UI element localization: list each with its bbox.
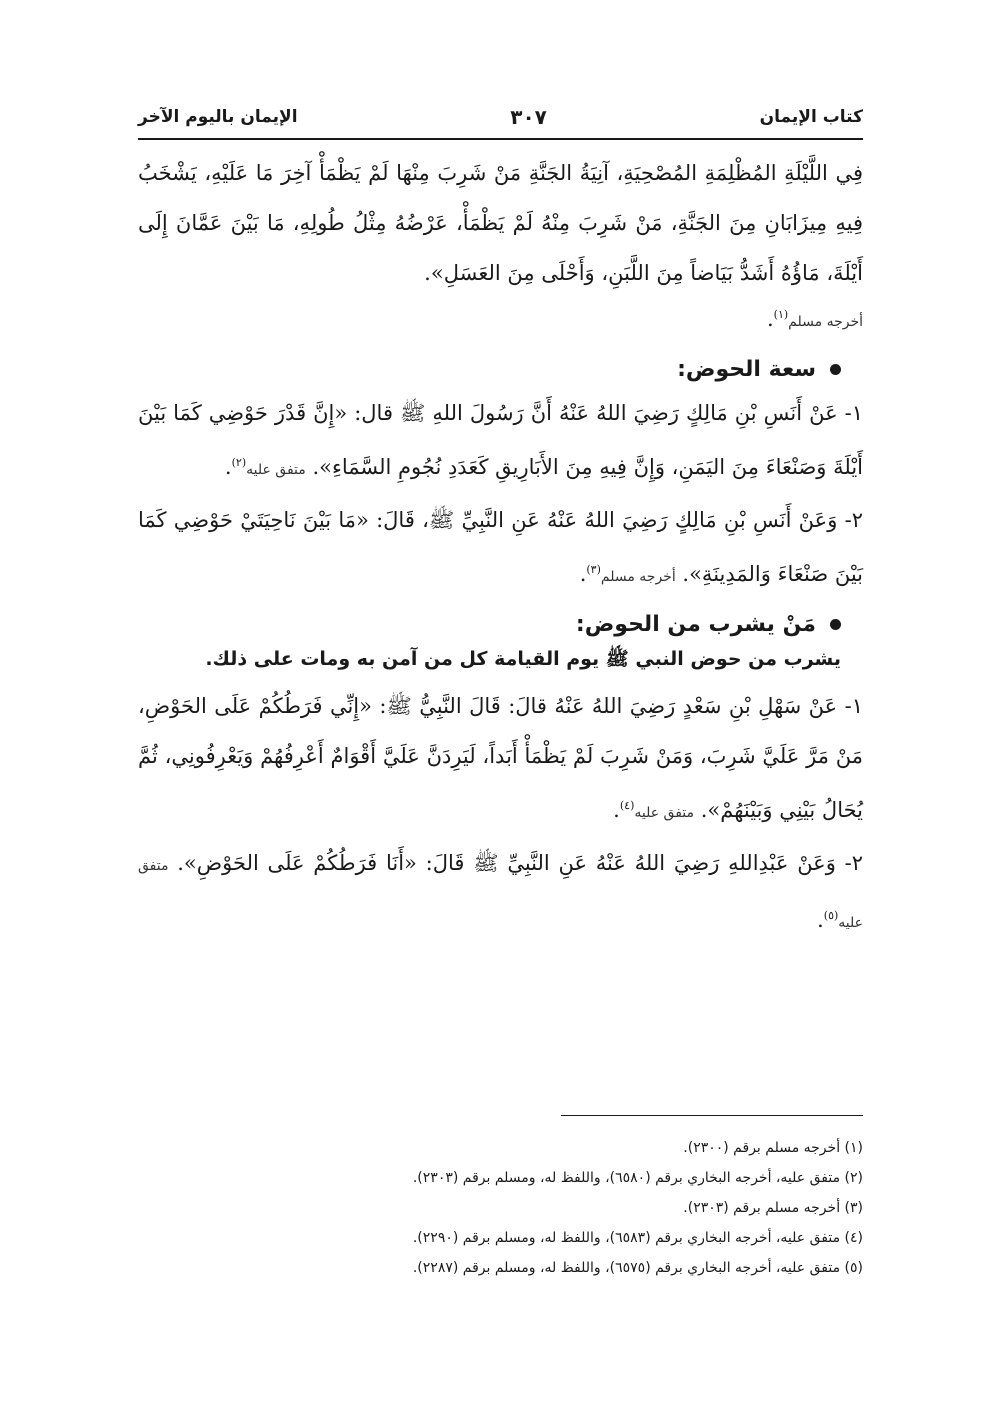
hadith-text: ٢- وَعَنْ عَبْدِاللهِ رَضِيَ اللهُ عَنْهُ عَنِ النَّبِيِّ ﷺ قَالَ: «أَنَا فَرَطُكُمْ عَلَى الحَوْضِ». (177, 851, 863, 875)
footnote: (٤) متفق عليه، أخرجه البخاري برقم (٦٥٨٣)، واللفظ له، ومسلم برقم (٢٢٩٠). (412, 1230, 863, 1246)
hadith-footnote-ref: (٣) (586, 563, 601, 576)
bullet-icon (830, 619, 841, 630)
footnote: (٥) متفق عليه، أخرجه البخاري برقم (٦٥٧٥)، واللفظ له، ومسلم برقم (٢٢٨٧). (412, 1260, 863, 1276)
section-title: مَنْ يشرب من الحوض: (575, 612, 816, 637)
hadith-source: متفق عليه (634, 805, 695, 821)
hadith-text: ١- عَنْ سَهْلِ بْنِ سَعْدٍ رَضِيَ اللهُ عَنْهُ قالَ: قَالَ النَّبِيُّ ﷺ: «إِنِّي فَرَطُكُمْ عَلَى الحَوْضِ، مَنْ مَرَّ عَلَيَّ شَرِبَ، وَمَنْ شَرِبَ لَمْ يَظْمَأْ أَبَداً، لَيَرِدَنَّ عَلَيَّ أَقْوَامٌ أَعْرِفُهُمْ وَيَعْرِفُونِي، ثُمَّ يُحَالُ بَيْنِي وَبَيْنَهُمْ». (138, 694, 863, 822)
hadith-footnote-ref: (٤) (619, 799, 635, 812)
footnote: (٣) أخرجه مسلم برقم (٢٣٠٣). (683, 1200, 863, 1216)
intro-hadith-text: فِي اللَّيْلَةِ المُظْلِمَةِ المُصْحِيَةِ، آنِيَةُ الجَنَّةِ مَنْ شَرِبَ مِنْهَا لَمْ يَظْمَأْ آخِرَ مَا عَلَيْهِ، يَشْخَبُ فِيهِ مِيزَابَانِ مِنَ الجَنَّةِ، مَنْ شَرِبَ مِنْهُ لَمْ يَظْمَأْ، عَرْضُهُ مِثْلُ طُولِهِ، مَا بَيْنَ عَمَّانَ إِلَى أَيْلَةَ، مَاؤُهُ أَشَدُّ بَيَاضاً مِنَ اللَّبَنِ، وَأَحْلَى مِنَ العَسَلِ». (138, 161, 863, 285)
hadith-source: متفق عليه (246, 462, 306, 478)
book-title: كتاب الإيمان (759, 107, 863, 127)
hadith-text: ١- عَنْ أَنَسِ بْنِ مَالِكٍ رَضِيَ اللهُ عَنْهُ أَنَّ رَسُولَ اللهِ ﷺ قال: «إِنَّ قَدْرَ حَوْضِي كَمَا بَيْنَ أَيْلَةَ وَصَنْعَاءَ مِنَ اليَمَنِ، وَإِنَّ فِيهِ مِنَ الأَبَارِيقِ كَعَدَدِ نُجُومِ السَّمَاءِ». (138, 401, 863, 479)
section-heading-capacity (138, 357, 863, 382)
hadith-source: متفق عليه (138, 858, 863, 931)
intro-source: أخرجه مسلم (788, 314, 863, 330)
hadith-text: ٢- وَعَنْ أَنَسِ بْنِ مَالِكٍ رَضِيَ اللهُ عَنْهُ عَنِ النَّبِيِّ ﷺ، قَالَ: «مَا بَيْنَ نَاحِيَتَيْ حَوْضِي كَمَا بَيْنَ صَنْعَاءَ وَالمَدِينَةِ». (138, 508, 863, 586)
footnote-divider (561, 1115, 863, 1116)
section-title: سعة الحوض: (677, 357, 816, 382)
hadith-item: ١- عَنْ أَنَسِ بْنِ مَالِكٍ رَضِيَ اللهُ عَنْهُ أَنَّ رَسُولَ اللهِ ﷺ قال: «إِنَّ قَدْرَ حَوْضِي كَمَا بَيْنَ أَيْلَةَ وَصَنْعَاءَ مِنَ اليَمَنِ، وَإِنَّ فِيهِ مِنَ الأَبَارِيقِ كَعَدَدِ نُجُومِ السَّمَاءِ». متفق عليه$^{(٢)}$. (138, 401, 863, 479)
chapter-title: الإيمان باليوم الآخر (138, 107, 298, 127)
section-heading-who-drinks (138, 612, 863, 637)
footnote: (٢) متفق عليه، أخرجه البخاري برقم (٦٥٨٠)، واللفظ له، ومسلم برقم (٢٣٠٣). (412, 1170, 863, 1186)
hadith-item: ٢- وَعَنْ أَنَسِ بْنِ مَالِكٍ رَضِيَ اللهُ عَنْهُ عَنِ النَّبِيِّ ﷺ، قَالَ: «مَا بَيْنَ نَاحِيَتَيْ حَوْضِي كَمَا بَيْنَ صَنْعَاءَ وَالمَدِينَةِ». أخرجه مسلم$^{(٣)}$. (138, 508, 863, 586)
page-content (138, 148, 863, 948)
hadith-footnote-ref: (٢) (231, 456, 247, 469)
footnote: (١) أخرجه مسلم برقم (٢٣٠٠). (683, 1140, 863, 1156)
intro-footnote-ref: (١) (773, 308, 789, 321)
hadith-footnote-ref: (٥) (823, 909, 839, 922)
footnotes (138, 1133, 863, 1283)
intro-source-line: أخرجه مسلم$^{(١)}$. (766, 307, 863, 331)
section-intro: يشرب من حوض النبي ﷺ يوم القيامة كل من آمن به ومات على ذلك. (205, 648, 841, 670)
hadith-item: ١- عَنْ سَهْلِ بْنِ سَعْدٍ رَضِيَ اللهُ عَنْهُ قالَ: قَالَ النَّبِيُّ ﷺ: «إِنِّي فَرَطُكُمْ عَلَى الحَوْضِ، مَنْ مَرَّ عَلَيَّ شَرِبَ، وَمَنْ شَرِبَ لَمْ يَظْمَأْ أَبَداً، لَيَرِدَنَّ عَلَيَّ أَقْوَامٌ أَعْرِفُهُمْ وَيَعْرِفُونِي، ثُمَّ يُحَالُ بَيْنِي وَبَيْنَهُمْ». متفق عليه$^{(٤)}$. (138, 694, 863, 822)
hadith-item: ٢- وَعَنْ عَبْدِاللهِ رَضِيَ اللهُ عَنْهُ عَنِ النَّبِيِّ ﷺ قَالَ: «أَنَا فَرَطُكُمْ عَلَى الحَوْضِ». متفق عليه$^{(٥)}$. (138, 851, 863, 932)
page-number: ٣٠٧ (510, 105, 547, 129)
bullet-icon (830, 364, 841, 375)
page-header (138, 100, 863, 140)
hadith-source: أخرجه مسلم (600, 569, 676, 585)
intro-hadith (138, 148, 863, 298)
